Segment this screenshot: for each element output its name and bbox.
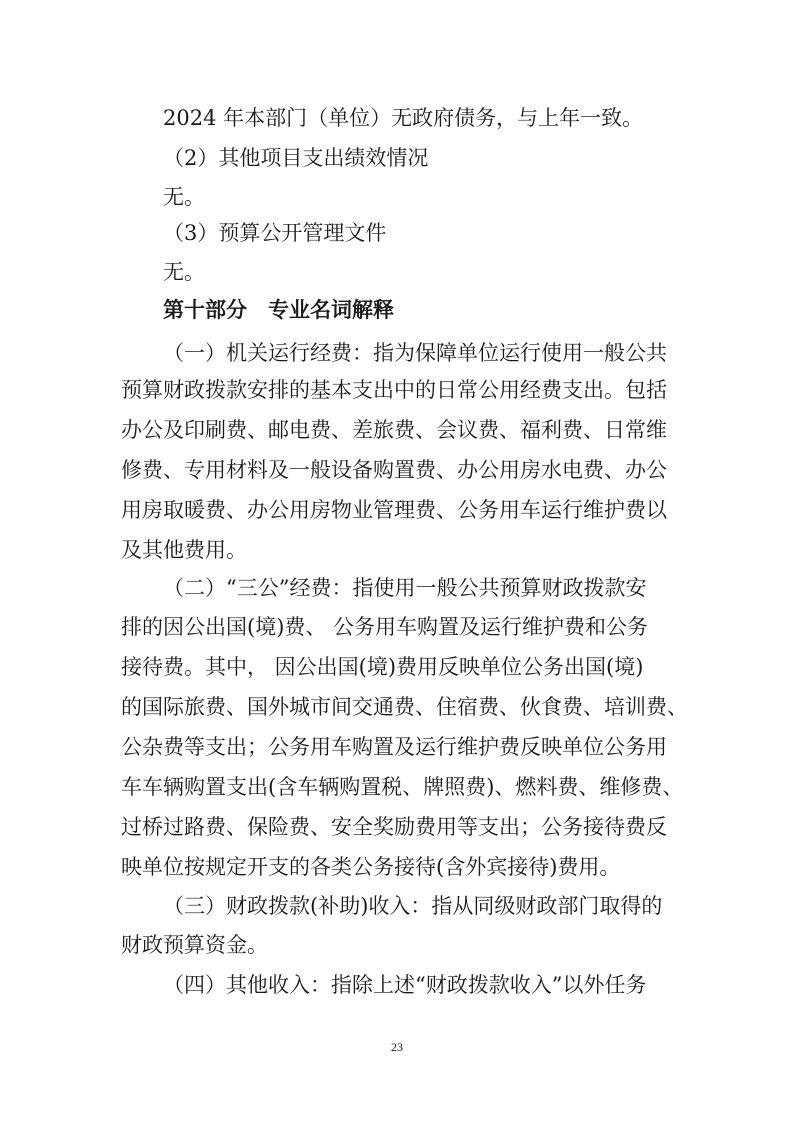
paragraph-line: 财政预算资金。 — [121, 933, 268, 957]
page-number: 23 — [391, 1040, 403, 1054]
paragraph-line: 修费、专用材料及一般设备购置费、办公用房水电费、办公 — [121, 458, 667, 482]
subsection-heading: （3）预算公开管理文件 — [163, 221, 387, 245]
paragraph-line: 过桥过路费、保险费、安全奖励费用等支出；公务接待费反 — [121, 815, 667, 839]
subsection-heading: （2）其他项目支出绩效情况 — [163, 146, 429, 170]
section-heading: 第十部分 专业名词解释 — [163, 298, 394, 322]
paragraph-line: 用房取暖费、办公用房物业管理费、公务用车运行维护费以 — [121, 498, 667, 522]
paragraph-line: 办公及印刷费、邮电费、差旅费、会议费、福利费、日常维 — [121, 418, 667, 442]
paragraph-line: 映单位按规定开支的各类公务接待(含外宾接待)费用。 — [121, 855, 621, 879]
paragraph-line: （二）“三公”经费：指使用一般公共预算财政拨款安 — [163, 576, 647, 600]
paragraph-line: 的国际旅费、国外城市间交通费、住宿费、伙食费、培训费、 — [121, 695, 688, 719]
body-line: 无。 — [163, 260, 205, 284]
paragraph-line: （一）机关运行经费：指为保障单位运行使用一般公共 — [163, 341, 667, 365]
paragraph-line: 公杂费等支出；公务用车购置及运行维护费反映单位公务用 — [121, 735, 667, 759]
paragraph-line: 接待费。其中， 因公出国(境)费用反映单位公务出国(境) — [121, 655, 644, 679]
paragraph-line: 排的因公出国(境)费、 公务用车购置及运行维护费和公务 — [121, 615, 649, 639]
body-line: 2024 年本部门（单位）无政府债务，与上年一致。 — [163, 106, 644, 130]
paragraph-line: （四）其他收入：指除上述“财政拨款收入”以外任务 — [163, 973, 647, 997]
paragraph-line: 及其他费用。 — [121, 538, 247, 562]
paragraph-line: 车车辆购置支出(含车辆购置税、牌照费)、燃料费、维修费、 — [121, 775, 684, 799]
paragraph-line: （三）财政拨款(补助)收入：指从同级财政部门取得的 — [163, 894, 663, 918]
body-line: 无。 — [163, 185, 205, 209]
paragraph-line: 预算财政拨款安排的基本支出中的日常公用经费支出。包括 — [121, 378, 667, 402]
